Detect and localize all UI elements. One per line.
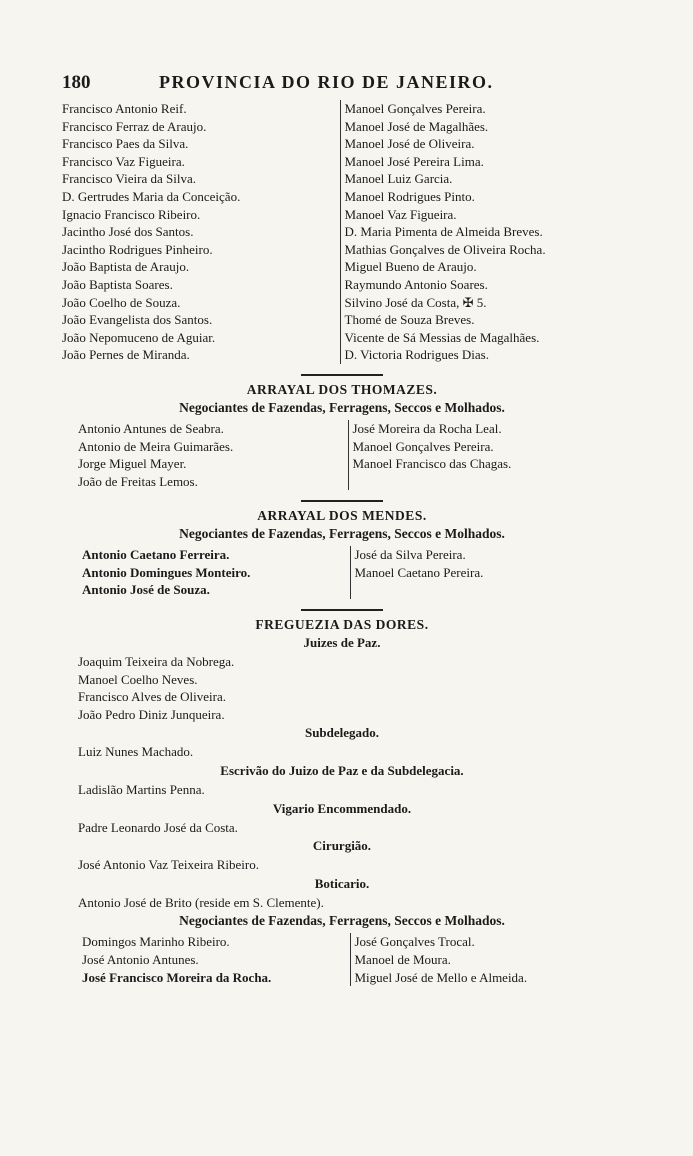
- list-item: Francisco Alves de Oliveira.: [78, 689, 227, 705]
- section-subtitle: Negociantes de Fazendas, Ferragens, Seccos e Molhados.: [179, 399, 505, 415]
- list-item: João Pedro Diniz Junqueira.: [78, 706, 225, 722]
- list-item: José Gonçalves Trocal.: [354, 934, 475, 950]
- section-divider: [301, 609, 383, 611]
- list-item: Manoel Gonçalves Pereira.: [344, 101, 486, 116]
- list-item: Jacintho José dos Santos.: [62, 224, 194, 240]
- list-item: Manoel José de Oliveira.: [344, 136, 475, 152]
- merchants-mendes-list: [62, 546, 622, 599]
- section-subtitle: Negociantes de Fazendas, Ferragens, Seccos e Molhados.: [179, 913, 505, 929]
- list-item: José Antonio Vaz Teixeira Ribeiro.: [78, 857, 259, 873]
- merchants-dores-list: [62, 933, 622, 986]
- right-column: [350, 933, 623, 986]
- right-column: [340, 100, 623, 364]
- list-item: Antonio Domingues Monteiro.: [82, 564, 251, 580]
- right-column: [350, 546, 623, 599]
- list-item: D. Maria Pimenta de Almeida Breves.: [344, 224, 543, 240]
- list-item: Antonio Antunes de Seabra.: [78, 420, 224, 436]
- list-item: Manoel José de Magalhães.: [344, 118, 489, 134]
- list-item: Manoel de Moura.: [354, 952, 451, 967]
- list-item: Luiz Nunes Machado.: [78, 744, 194, 760]
- role-title-juizes: Juizes de Paz.: [303, 635, 381, 651]
- list-item: Ladislão Martins Penna.: [78, 782, 205, 798]
- list-item: Antonio José de Souza.: [82, 582, 210, 598]
- list-item: Joaquim Teixeira da Nobrega.: [78, 654, 235, 670]
- list-item: Manoel Gonçalves Pereira.: [352, 438, 494, 454]
- merchants-thomazes-list: [62, 420, 622, 490]
- subdelegado-name: [62, 743, 622, 761]
- list-item: Manoel Francisco das Chagas.: [352, 456, 512, 472]
- section-subtitle: Negociantes de Fazendas, Ferragens, Seccos e Molhados.: [179, 526, 505, 542]
- list-item: João Coelho de Souza.: [62, 294, 181, 310]
- role-title-vigario: Vigario Encommendado.: [272, 800, 412, 816]
- list-item: D. Gertrudes Maria da Conceição.: [62, 188, 241, 204]
- list-item: José da Silva Pereira.: [354, 547, 466, 563]
- list-item: Ignacio Francisco Ribeiro.: [62, 206, 201, 222]
- list-item: Jacintho Rodrigues Pinheiro.: [62, 241, 213, 257]
- list-item: Miguel José de Mello e Almeida.: [354, 969, 528, 985]
- left-column: [82, 546, 350, 599]
- list-item: Vicente de Sá Messias de Magalhães.: [344, 329, 540, 345]
- list-item: D. Victoria Rodrigues Dias.: [344, 347, 489, 363]
- section-divider: [301, 500, 383, 502]
- list-item: Miguel Bueno de Araujo.: [344, 259, 477, 275]
- list-item: Manoel Coelho Neves.: [78, 671, 198, 687]
- list-item: José Moreira da Rocha Leal.: [352, 420, 502, 436]
- list-item: Antonio Caetano Ferreira.: [82, 547, 230, 563]
- section-divider: [301, 374, 383, 376]
- list-item: Manoel Rodrigues Pinto.: [344, 188, 475, 204]
- list-item: João Baptista Soares.: [62, 276, 173, 292]
- list-item: Antonio de Meira Guimarães.: [78, 438, 234, 454]
- boticario-name: [62, 894, 622, 912]
- names-two-column-list: [62, 100, 622, 364]
- list-item: João Evangelista dos Santos.: [62, 312, 213, 328]
- list-item: João de Freitas Lemos.: [78, 473, 198, 489]
- list-item: Manoel Vaz Figueira.: [344, 206, 457, 222]
- list-item: Raymundo Antonio Soares.: [344, 276, 488, 292]
- list-item: José Francisco Moreira da Rocha.: [82, 969, 272, 985]
- left-column: [82, 933, 350, 986]
- role-title-escrivao: Escrivão do Juizo de Paz e da Subdelegacia.: [220, 763, 464, 779]
- page-header: [62, 70, 622, 100]
- page-number: 180: [62, 72, 91, 93]
- list-item: Silvino José da Costa, ✠ 5.: [344, 294, 487, 310]
- section-title-mendes: ARRAYAL DOS MENDES.: [257, 508, 427, 524]
- left-column: [78, 420, 348, 490]
- section-title-thomazes: ARRAYAL DOS THOMAZES.: [246, 381, 438, 397]
- cirurgiao-name: [62, 856, 622, 874]
- document-page: [62, 70, 622, 986]
- list-item: Jorge Miguel Mayer.: [78, 456, 187, 472]
- escrivao-name: [62, 781, 622, 799]
- list-item: Manoel Caetano Pereira.: [354, 564, 484, 580]
- list-item: João Pernes de Miranda.: [62, 347, 190, 363]
- section-title-dores: FREGUEZIA DAS DORES.: [255, 617, 429, 633]
- left-column: [62, 100, 340, 364]
- role-title-boticario: Boticario.: [314, 875, 370, 891]
- right-column: [348, 420, 623, 490]
- list-item: João Nepomuceno de Aguiar.: [62, 329, 216, 345]
- list-item: Thomé de Souza Breves.: [344, 312, 475, 328]
- list-item: Antonio José de Brito (reside em S. Clemente).: [78, 894, 324, 910]
- list-item: Francisco Ferraz de Araujo.: [62, 118, 207, 134]
- list-item: Francisco Paes da Silva.: [62, 136, 189, 152]
- list-item: Padre Leonardo José da Costa.: [78, 819, 238, 835]
- list-item: José Antonio Antunes.: [82, 952, 199, 967]
- list-item: Domingos Marinho Ribeiro.: [82, 934, 230, 950]
- list-item: Manoel José Pereira Lima.: [344, 153, 484, 169]
- role-title-subdelegado: Subdelegado.: [304, 725, 380, 741]
- list-item: Francisco Vieira da Silva.: [62, 171, 196, 187]
- list-item: Manoel Luiz Garcia.: [344, 171, 453, 187]
- list-item: Francisco Vaz Figueira.: [62, 153, 185, 169]
- list-item: João Baptista de Araujo.: [62, 259, 190, 275]
- role-title-cirurgiao: Cirurgião.: [312, 838, 372, 854]
- list-item: Francisco Antonio Reif.: [62, 101, 187, 116]
- juizes-list: [62, 653, 622, 723]
- list-item: Mathias Gonçalves de Oliveira Rocha.: [344, 241, 546, 257]
- vigario-name: [62, 819, 622, 837]
- running-title: PROVINCIA DO RIO DE JANEIRO.: [159, 72, 494, 92]
